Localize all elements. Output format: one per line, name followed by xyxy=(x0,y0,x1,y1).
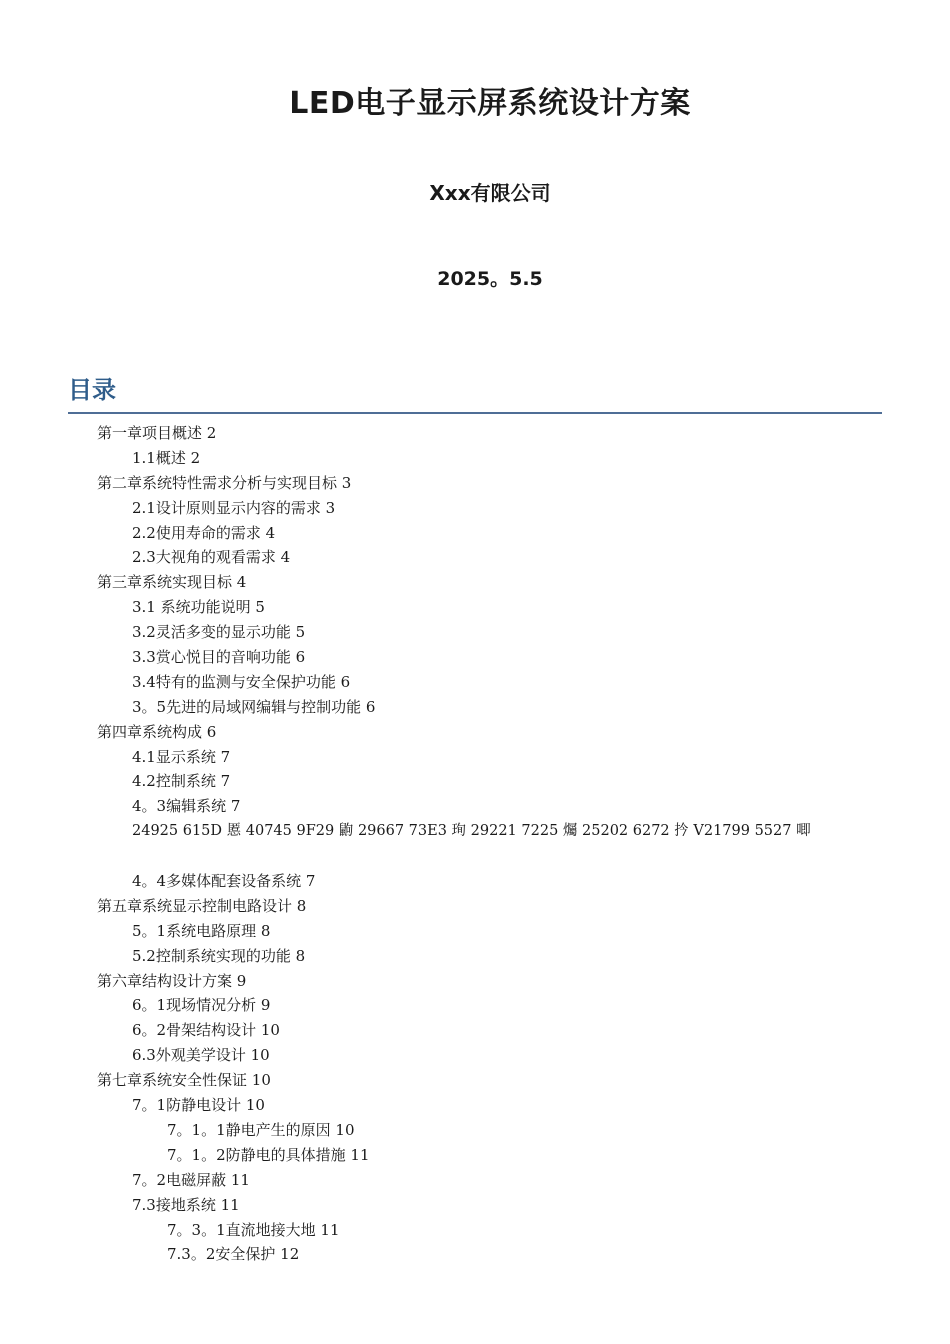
toc-section-entry[interactable]: 7。2电磁屏蔽 11 xyxy=(132,1170,250,1189)
document-date: 2025。5.5 xyxy=(437,268,543,290)
toc-section-entry[interactable]: 7。3。1直流地接大地 11 xyxy=(167,1220,340,1239)
toc-section-entry[interactable]: 2.2使用寿命的需求 4 xyxy=(132,523,276,542)
company-name: Xxx有限公司 xyxy=(429,181,551,205)
toc-chapter-entry[interactable]: 第七章系统安全性保证 10 xyxy=(97,1071,271,1090)
toc-chapter-entry[interactable]: 第五章系统显示控制电路设计 8 xyxy=(97,896,307,915)
toc-section-entry[interactable]: 4.2控制系统 7 xyxy=(132,772,231,791)
toc-section-entry[interactable]: 4.1显示系统 7 xyxy=(132,747,231,766)
toc-section-entry[interactable]: 3.2灵活多变的显示功能 5 xyxy=(132,623,306,642)
toc-garbled-line[interactable]: 24925 615D 慝 40745 9F29 鼩 29667 73E3 珣 29221 7225 爥 25202 6272 扲 V21799 5527 唧 xyxy=(132,823,811,840)
toc-section-entry[interactable]: 4。4多媒体配套设备系统 7 xyxy=(132,872,316,891)
toc-section-entry[interactable]: 5.2控制系统实现的功能 8 xyxy=(132,946,306,965)
toc-chapter-entry[interactable]: 第六章结构设计方案 9 xyxy=(97,971,247,990)
toc-section-entry[interactable]: 7.3。2安全保护 12 xyxy=(167,1245,300,1264)
toc-section-entry[interactable]: 3.3赏心悦目的音响功能 6 xyxy=(132,648,306,667)
toc-section-entry[interactable]: 7。1防静电设计 10 xyxy=(132,1096,265,1115)
toc-chapter-entry[interactable]: 第二章系统特性需求分析与实现目标 3 xyxy=(97,473,352,492)
document-title: LED电子显示屏系统设计方案 xyxy=(289,86,691,121)
table-of-contents xyxy=(0,421,950,1267)
toc-section-entry[interactable]: 6。1现场情况分析 9 xyxy=(132,996,271,1015)
toc-chapter-entry[interactable]: 第一章项目概述 2 xyxy=(97,424,217,442)
toc-section-entry[interactable]: 3.4特有的监测与安全保护功能 6 xyxy=(132,672,351,691)
toc-section-entry[interactable]: 2.3大视角的观看需求 4 xyxy=(132,548,291,567)
toc-section-entry[interactable]: 7.3接地系统 11 xyxy=(132,1195,240,1214)
toc-section-entry[interactable]: 1.1概述 2 xyxy=(132,448,201,467)
toc-chapter-entry[interactable]: 第四章系统构成 6 xyxy=(97,722,217,741)
toc-chapter-entry[interactable]: 第三章系统实现目标 4 xyxy=(97,573,247,592)
toc-divider xyxy=(68,412,882,414)
toc-section-entry[interactable]: 4。3编辑系统 7 xyxy=(132,797,241,816)
toc-section-entry[interactable]: 7。1。1静电产生的原因 10 xyxy=(167,1120,355,1139)
toc-section-entry[interactable]: 2.1设计原则显示内容的需求 3 xyxy=(132,498,336,517)
toc-section-entry[interactable]: 5。1系统电路原理 8 xyxy=(132,921,271,940)
toc-section-entry[interactable]: 7。1。2防静电的具体措施 11 xyxy=(167,1145,370,1164)
toc-section-entry[interactable]: 6。2骨架结构设计 10 xyxy=(132,1021,280,1040)
toc-section-entry[interactable]: 6.3外观美学设计 10 xyxy=(132,1046,270,1065)
toc-blank-line xyxy=(0,844,950,869)
toc-heading: 目录 xyxy=(68,376,116,404)
toc-section-entry[interactable]: 3。5先进的局域网编辑与控制功能 6 xyxy=(132,697,376,716)
toc-section-entry[interactable]: 3.1 系统功能说明 5 xyxy=(132,598,265,617)
